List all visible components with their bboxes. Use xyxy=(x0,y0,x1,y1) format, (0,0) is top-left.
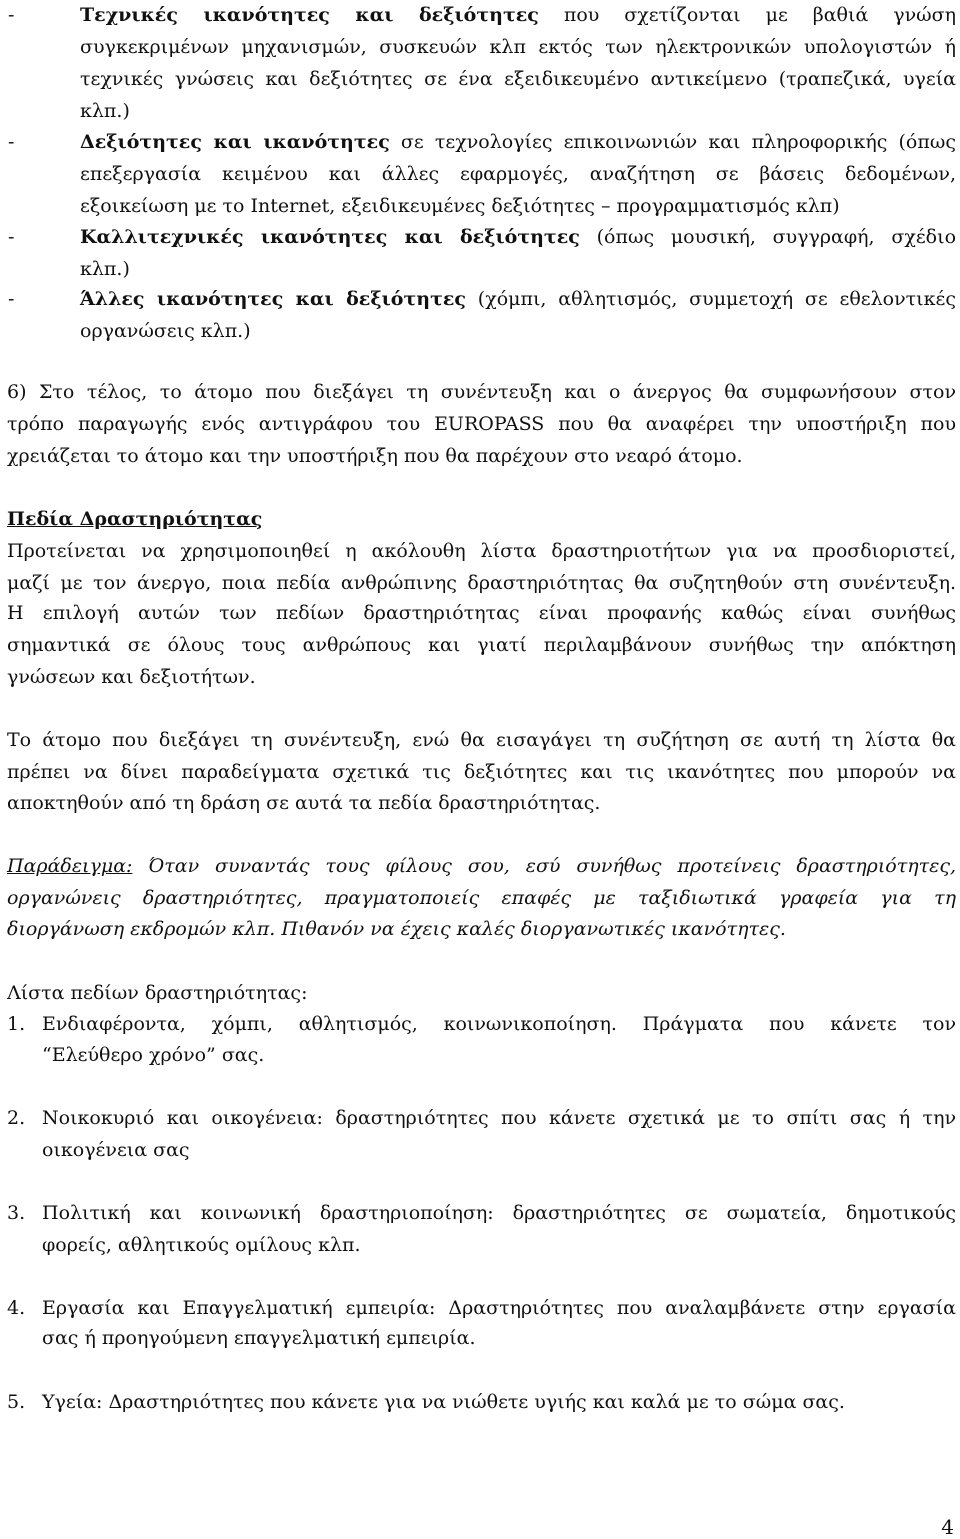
bullet-continuation: κλπ.) xyxy=(80,100,130,122)
bullet-dash: - xyxy=(8,131,15,153)
step6-line: χρειάζεται το άτομο και την υποστήριξη που θα παρέχουν στο νεαρό άτομο. xyxy=(7,445,743,467)
list-item-number: 2. xyxy=(7,1107,26,1129)
list-item-continuation: “Ελεύθερο χρόνο” σας. xyxy=(42,1044,265,1066)
bullet-continuation: κλπ.) xyxy=(80,258,130,280)
bullet-text: σε τεχνολογίες επικοινωνιών και πληροφορικής (όπως xyxy=(400,131,956,153)
example-text: Όταν συναντάς τους φίλους σου, εσύ συνήθως προτείνεις δραστηριότητες, xyxy=(148,855,957,877)
list-item-continuation: φορείς, αθλητικούς ομίλους κλπ. xyxy=(42,1234,361,1256)
list-title: Λίστα πεδίων δραστηριότητας: xyxy=(7,982,308,1004)
bullet-continuation: επεξεργασία κειμένου και άλλες εφαρμογές, αναζήτηση σε βάσεις δεδομένων, xyxy=(80,163,956,185)
section-paragraph-line: γνώσεων και δεξιοτήτων. xyxy=(7,666,256,688)
bullet-bold-term: Δεξιότητες και ικανότητες xyxy=(80,131,390,153)
list-item-number: 4. xyxy=(7,1297,26,1319)
list-item-number: 3. xyxy=(7,1202,26,1224)
step6-line: 6) Στο τέλος, το άτομο που διεξάγει τη συνέντευξη και ο άνεργος θα συμφωνήσουν στον xyxy=(7,381,956,403)
bullet-continuation: εξοικείωση με το Internet, εξειδικευμένες δεξιότητες – προγραμματισμός κλπ) xyxy=(80,195,840,217)
bullet-text: (όπως μουσική, συγγραφή, σχέδιο xyxy=(596,226,957,248)
bullet-first-line xyxy=(80,224,956,250)
list-item-text: Νοικοκυριό και οικογένεια: δραστηριότητες που κάνετε σχετικά με το σπίτι σας ή την xyxy=(42,1107,956,1129)
example-line: οργανώνεις δραστηριότητες, πραγματοποιείς επαφές με ταξιδιωτικά γραφεία για τη xyxy=(7,887,956,909)
bullet-bold-term: Καλλιτεχνικές ικανότητες και δεξιότητες xyxy=(80,226,580,248)
list-item-continuation: σας ή προηγούμενη επαγγελματική εμπειρία. xyxy=(42,1327,476,1349)
example-label: Παράδειγμα: xyxy=(7,855,133,877)
paragraph-line: πρέπει να δίνει παραδείγματα σχετικά τις δεξιότητες και τις ικανότητες που μπορούν να xyxy=(7,761,956,783)
step6-line: τρόπο παραγωγής ενός αντιγράφου του EUROPASS που θα αναφέρει την υποστήριξη που xyxy=(7,413,956,435)
paragraph-line: αποκτηθούν από τη δράση σε αυτά τα πεδία δραστηριότητας. xyxy=(7,792,601,814)
bullet-dash: - xyxy=(8,226,15,248)
bullet-first-line xyxy=(80,286,956,312)
list-item-text: Υγεία: Δραστηριότητες που κάνετε για να νιώθετε υγιής και καλά με το σώμα σας. xyxy=(42,1391,845,1413)
list-item-text: Πολιτική και κοινωνική δραστηριοποίηση: δραστηριότητες σε σωματεία, δημοτικούς xyxy=(42,1202,956,1224)
bullet-first-line xyxy=(80,129,956,155)
bullet-text: (χόμπι, αθλητισμός, συμμετοχή σε εθελοντικές xyxy=(477,288,956,310)
bullet-continuation: οργανώσεις κλπ.) xyxy=(80,320,251,342)
list-item-text: Ενδιαφέροντα, χόμπι, αθλητισμός, κοινωνικοποίηση. Πράγματα που κάνετε τον xyxy=(42,1013,956,1035)
list-item-text: Εργασία και Επαγγελματική εμπειρία: Δραστηριότητες που αναλαμβάνετε στην εργασία xyxy=(42,1297,956,1319)
section-paragraph-line: Η επιλογή αυτών των πεδίων δραστηριότητας είναι προφανής καθώς είναι συνήθως xyxy=(7,602,956,624)
page-number: 4 xyxy=(941,1515,954,1539)
example-first-line xyxy=(7,853,956,879)
bullet-first-line xyxy=(80,2,956,28)
section-paragraph-line: σημαντικά σε όλους τους ανθρώπους και γιατί περιλαμβάνουν συνήθως την απόκτηση xyxy=(7,634,956,656)
bullet-continuation: συγκεκριμένων μηχανισμών, συσκευών κλπ εκτός των ηλεκτρονικών υπολογιστών ή xyxy=(80,36,956,58)
example-line: διοργάνωση εκδρομών κλπ. Πιθανόν να έχεις καλές διοργανωτικές ικανότητες. xyxy=(7,918,786,940)
bullet-bold-term: Άλλες ικανότητες και δεξιότητες xyxy=(80,288,466,310)
bullet-text: που σχετίζονται με βαθιά γνώση xyxy=(563,4,956,26)
list-item-number: 5. xyxy=(7,1391,26,1413)
paragraph-line: Το άτομο που διεξάγει τη συνέντευξη, ενώ θα εισαγάγει τη συζήτηση σε αυτή τη λίστα θα xyxy=(7,729,956,751)
bullet-dash: - xyxy=(8,4,15,26)
section-heading: Πεδία Δραστηριότητας xyxy=(7,508,263,530)
section-paragraph-line: μαζί με τον άνεργο, ποια πεδία ανθρώπινης δραστηριότητας θα συζητηθούν στη συνέντευξη. xyxy=(7,572,956,594)
list-item-number: 1. xyxy=(7,1013,26,1035)
bullet-bold-term: Τεχνικές ικανότητες και δεξιότητες xyxy=(80,4,539,26)
section-paragraph-line: Προτείνεται να χρησιμοποιηθεί η ακόλουθη λίστα δραστηριοτήτων για να προσδιοριστεί, xyxy=(7,540,956,562)
list-item-continuation: οικογένεια σας xyxy=(42,1139,190,1161)
bullet-continuation: τεχνικές γνώσεις και δεξιότητες σε ένα εξειδικευμένο αντικείμενο (τραπεζικά, υγεία xyxy=(80,68,956,90)
bullet-dash: - xyxy=(8,288,15,310)
